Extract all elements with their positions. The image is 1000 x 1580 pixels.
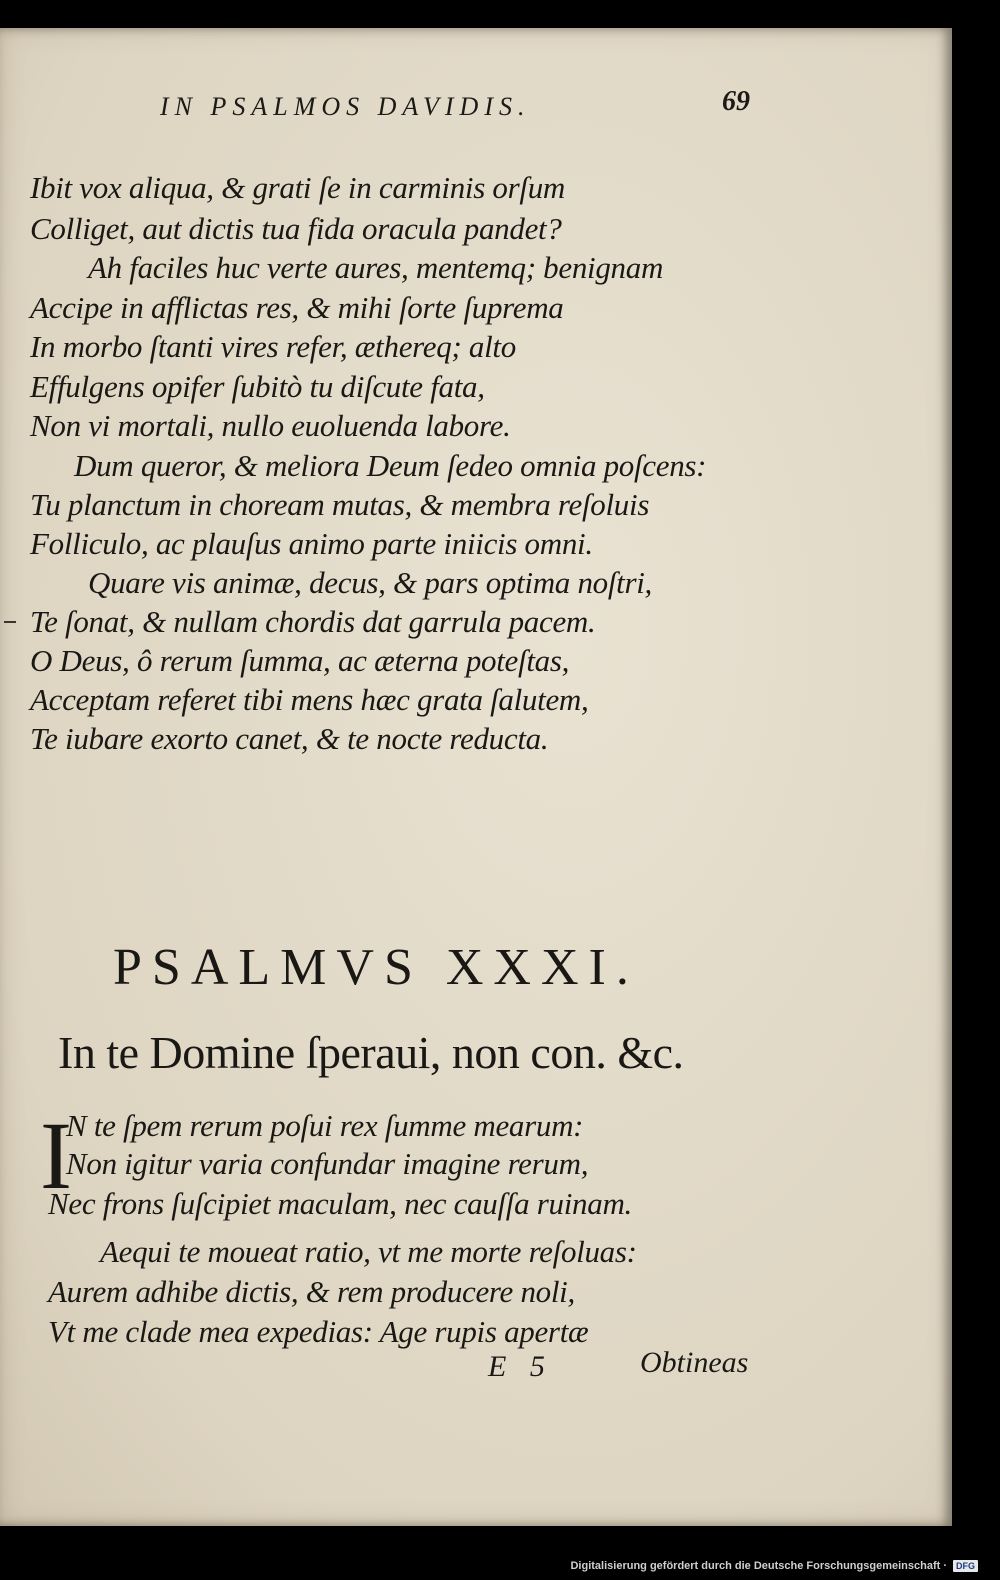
book-page [0,28,952,1526]
verse-line: Folliculo, ac plauſus animo parte iniicis omni. [30,526,593,561]
verse-line: In morbo ſtanti vires refer, æthereq; alto [30,329,516,364]
verse-line: Ah faciles huc verte aures, mentemq; benignam [88,250,664,285]
verse-line: Acceptam referet tibi mens hæc grata ſalutem, [30,682,589,717]
verse-line: Nec frons ſuſcipiet maculam, nec cauſſa ruinam. [48,1186,632,1221]
header-title: IN PSALMOS DAVIDIS. [160,92,531,121]
verse-line: Dum queror, & meliora Deum ſedeo omnia poſcens: [74,448,707,483]
verse-line: Te ſonat, & nullam chordis dat garrula pacem. [30,604,596,639]
verse-line: N te ſpem rerum poſui rex ſumme mearum: [66,1108,584,1143]
digitization-credit [570,1560,978,1572]
verse-line: Effulgens opifer ſubitò tu diſcute fata, [30,369,485,404]
verse-line: Accipe in afflictas res, & mihi ſorte ſuprema [30,290,564,325]
catchword: Obtineas [640,1346,749,1379]
dfg-logo: DFG [953,1560,978,1572]
psalm-subtitle: In te Domine ſperaui, non con. &c. [58,1027,684,1078]
drop-cap: I [40,1102,72,1209]
verse-line: Te iubare exorto canet, & te nocte reducta. [30,721,549,756]
verse-line: Tu planctum in choream mutas, & membra reſoluis [30,487,650,522]
verse-line: Colliget, aut dictis tua fida oracula pandet? [30,211,562,246]
verse-line: Non igitur varia confundar imagine rerum, [66,1146,589,1181]
verse-line: Non vi mortali, nullo euoluenda labore. [30,408,511,443]
signature-mark: E 5 [488,1350,553,1383]
page-number: 69 [722,86,750,117]
credit-text: Digitalisierung gefördert durch die Deutsche Forschungsgemeinschaft · [570,1560,947,1572]
verse-line: O Deus, ô rerum ſumma, ac æterna poteſtas, [30,643,570,678]
verse-line: Aequi te moueat ratio, vt me morte reſoluas: [100,1234,637,1269]
psalm-title: PSALMVS XXXI. [113,939,639,996]
margin-mark [4,621,16,623]
verse-line: Ibit vox aliqua, & grati ſe in carminis orſum [30,170,565,205]
verse-line: Vt me clade mea expedias: Age rupis apertæ [48,1314,589,1349]
running-header [160,86,750,128]
verse-line: Aurem adhibe dictis, & rem producere noli, [48,1274,575,1309]
verse-line: Quare vis animæ, decus, & pars optima noſtri, [88,565,653,600]
